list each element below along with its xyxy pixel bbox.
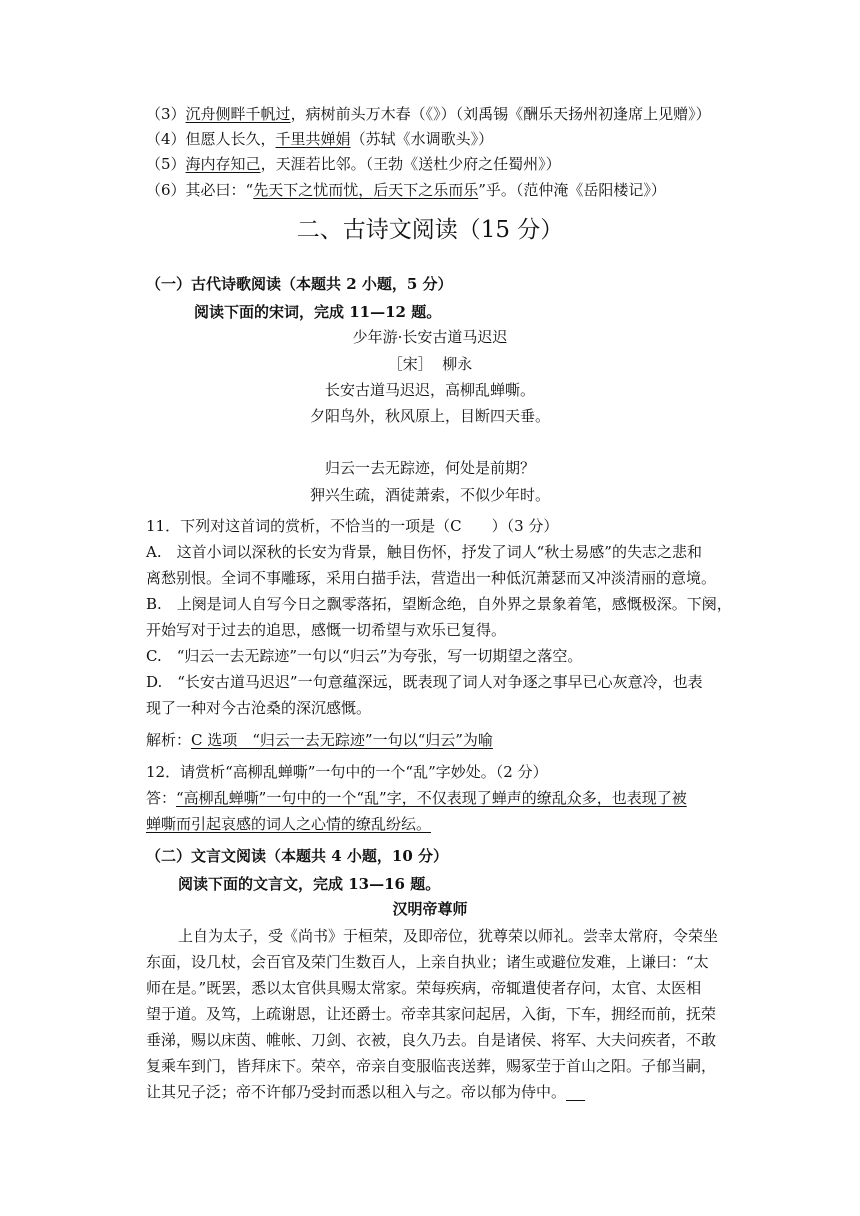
classical-paragraph-line: 复乘车到门，皆拜床下。荣卒，帝亲自变服临丧送葬，赐冢茔于首山之阳。子郁当嗣， [146, 1057, 717, 1075]
q11-option-b-cont: 开始写对于过去的追思，感慨一切希望与欢乐已复得。 [146, 621, 507, 639]
poetry-heading: （一）古代诗歌阅读（本题共 2 小题，5 分） [146, 275, 453, 293]
q11-option-c: C. “归云一去无踪迹”一句以“归云”为夸张，写一切期望之落空。 [146, 647, 583, 665]
poem-line: 归云一去无踪迹，何处是前期？ [324, 459, 535, 477]
answer-text: 后天下之乐而乐 [373, 181, 479, 199]
q11-analysis: 解析：C 选项 “归云一去无踪迹”一句以“归云”为喻 [146, 731, 493, 749]
q11-option-d-cont: 现了一种对今古沧桑的深沉感慨。 [146, 699, 372, 717]
classical-paragraph-line: 垂涕，赐以床茵、帷帐、刀剑、衣被，良久乃去。自是诸侯、将军、大夫问疾者，不敢 [146, 1031, 717, 1049]
answer-text: 先天下之忧而忧 [253, 181, 359, 199]
q12-answer: 答：“高柳乱蝉嘶”一句中的一个“乱”字，不仅表现了蝉声的缭乱众多，也表现了被 [146, 789, 687, 807]
blank-line [566, 1083, 585, 1101]
q11-option-a: A. 这首小词以深秋的长安为背景，触目伤怀，抒发了词人“秋士易感”的失志之悲和 [146, 543, 702, 561]
classical-paragraph-line: 师在是。”既罢，悉以太官供具赐太常家。荣每疾病，帝辄遣使者存问，太官、太医相 [146, 979, 702, 997]
q12-answer-cont: 蝉嘶而引起哀感的词人之心情的缭乱纷纭。 [146, 815, 432, 833]
classical-paragraph-line: 上自为太子，受《尚书》于桓荣，及即帝位，犹尊荣以师礼。尝幸太常府，令荣坐 [178, 927, 719, 945]
q11-option-a-cont: 离愁别恨。全词不事雕琢，采用白描手法，营造出一种低沉萧瑟而又冲淡清丽的意境。 [146, 569, 717, 587]
poetry-instruction: 阅读下面的宋词，完成 11—12 题。 [194, 303, 442, 321]
recitation-item-6: （6）其必曰：“先天下之忧而忧，后天下之乐而乐”乎。（范仲淹《岳阳楼记》） [146, 181, 666, 199]
poem-title: 少年游·长安古道马迟迟 [352, 328, 508, 346]
classical-paragraph-line: 让其兄子泛；帝不许郁乃受封而悉以租入与之。帝以郁为侍中。 [146, 1082, 585, 1102]
classical-title: 汉明帝尊师 [392, 900, 468, 918]
answer-text: 千里共婵娟 [275, 130, 351, 148]
classical-paragraph-line: 东面，设几杖，会百官及荣门生数百人，上亲自执业；诸生或避位发难，上谦曰：“太 [146, 953, 709, 971]
classical-instruction: 阅读下面的文言文，完成 13—16 题。 [178, 875, 441, 893]
q11-option-d: D. “长安古道马迟迟”一句意蕴深远，既表现了词人对争逐之事早已心灰意冷，也表 [146, 673, 703, 691]
section-title: 二、古诗文阅读（15 分） [296, 217, 564, 243]
recitation-item-3: （3）沉舟侧畔千帆过，病树前头万木春（《》）（刘禹锡《酬乐天扬州初逢席上见赠》） [146, 105, 711, 123]
classical-heading: （二）文言文阅读（本题共 4 小题，10 分） [146, 847, 448, 865]
poem-line: 狎兴生疏，酒徒萧索，不似少年时。 [309, 486, 550, 504]
poem-author: ［宋］ 柳永 [387, 355, 473, 373]
q11-option-b: B. 上阕是词人自写今日之飘零落拓，望断念绝，自外界之景象着笔，感慨极深。下阕， [146, 595, 732, 613]
poem-line: 长安古道马迟迟，高柳乱蝉嘶。 [324, 381, 535, 399]
q11-stem: 11．下列对这首词的赏析，不恰当的一项是（C ）（3 分） [146, 517, 559, 535]
answer-text: 海内存知己 [185, 155, 261, 173]
answer-text: 沉舟侧畔千帆过 [185, 105, 291, 123]
recitation-item-4: （4）但愿人长久，千里共婵娟（苏轼《水调歌头》） [146, 130, 494, 148]
poem-line: 夕阳鸟外，秋风原上，目断四天垂。 [309, 407, 550, 425]
recitation-item-5: （5）海内存知己，天涯若比邻。（王勃《送杜少府之任蜀州》） [146, 155, 561, 173]
classical-paragraph-line: 望于道。及笃，上疏谢恩，让还爵士。帝幸其家问起居，入街，下车，拥经而前，抚荣 [146, 1005, 717, 1023]
q12-stem: 12．请赏析“高柳乱蝉嘶”一句中的一个“乱”字妙处。（2 分） [146, 763, 548, 781]
